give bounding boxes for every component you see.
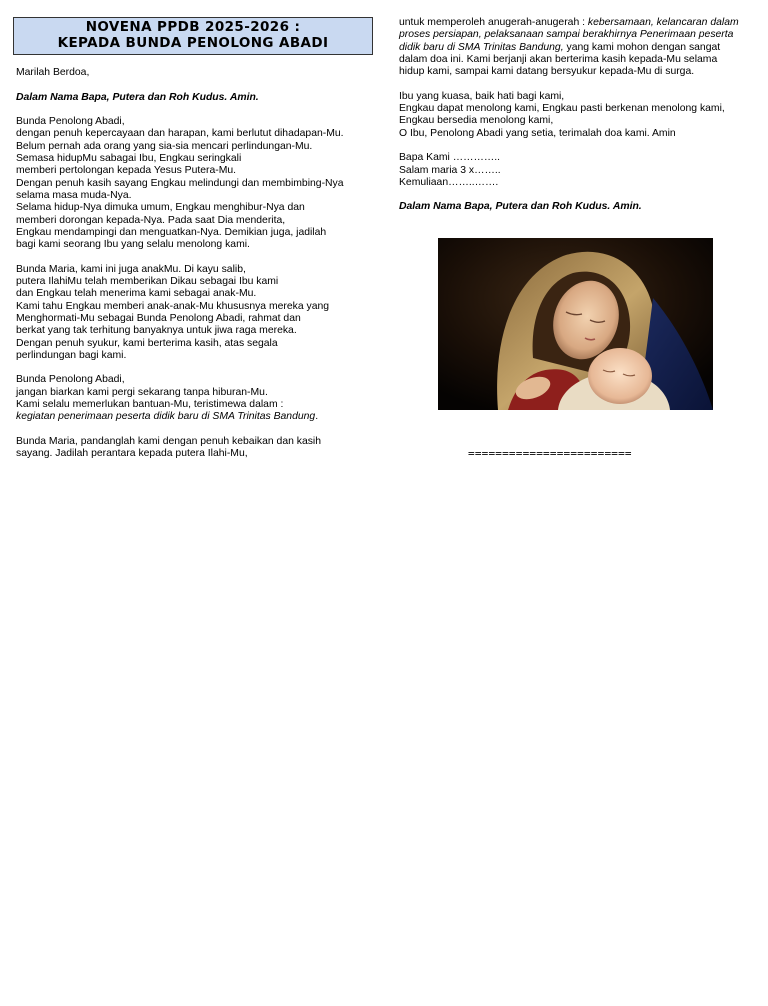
- cont-italic-3: didik baru di SMA Trinitas Bandung,: [399, 41, 564, 53]
- sign-of-cross-closing: Dalam Nama Bapa, Putera dan Roh Kudus. Amin.: [399, 201, 642, 213]
- prayer-item: Kemuliaan……..…….: [399, 176, 499, 188]
- text-line: dalam doa ini. Kami berjanji akan berterima kasih kepada-Mu selama: [399, 53, 718, 65]
- intention-text: kegiatan penerimaan peserta didik baru di SMA Trinitas Bandung: [16, 411, 316, 423]
- text-line: Dengan penuh kasih sayang Engkau melindungi dan membimbing-Nya: [16, 177, 344, 189]
- text-line: [399, 17, 754, 29]
- period: .: [315, 411, 319, 423]
- text-line: Bunda Maria, kami ini juga anakMu. Di kayu salib,: [16, 263, 246, 275]
- prayer-item: Bapa Kami …………..: [399, 152, 501, 164]
- text-line: Engkau mendampingi dan menguatkan-Nya. Demikian juga, jadilah: [16, 226, 327, 238]
- text-line: putera IlahiMu telah memberikan Dikau sebagai Ibu kami: [16, 276, 279, 288]
- continuation-paragraph: [399, 17, 754, 78]
- text-line: hidup kami, sampai kami datang bersyukur kepada-Mu di surga.: [399, 66, 695, 78]
- paragraph-2: [16, 264, 376, 362]
- text-line: memberi dorongan kepada-Nya. Pada saat Dia menderita,: [16, 214, 286, 226]
- cont-plain-1: untuk memperoleh anugerah-anugerah :: [399, 17, 588, 28]
- text-line: Bunda Penolong Abadi,: [16, 116, 125, 128]
- cont-plain-3: yang kami mohon dengan sangat: [563, 41, 721, 53]
- text-line: memberi pertolongan kepada Yesus Putera-Mu.: [16, 165, 237, 177]
- text-line: dan Engkau telah menerima kami sebagai anak-Mu.: [16, 288, 257, 300]
- text-line: Menghormati-Mu sebagai Bunda Penolong Abadi, rahmat dan: [16, 312, 301, 324]
- sign-of-cross-opening: Dalam Nama Bapa, Putera dan Roh Kudus. Amin.: [16, 91, 259, 103]
- cont-italic-1: kebersamaan, kelancaran dalam: [587, 17, 739, 28]
- right-column: [399, 17, 754, 214]
- title-line-2: KEPADA BUNDA PENOLONG ABADI: [57, 35, 329, 51]
- text-line: Semasa hidupMu sabagai Ibu, Engkau seringkali: [16, 153, 242, 165]
- paragraph-3: [16, 374, 376, 423]
- text-line: Kami tahu Engkau memberi anak-anak-Mu khususnya mereka yang: [16, 300, 330, 312]
- text-line: [399, 42, 754, 54]
- paragraph-1: [16, 116, 376, 251]
- text-line: Bunda Penolong Abadi,: [16, 374, 125, 386]
- text-line: proses persiapan, pelaksanaan sampai berakhirnya Penerimaan peserta: [399, 29, 734, 41]
- text-line: Ibu yang kuasa, baik hati bagi kami,: [399, 90, 565, 102]
- title-line-1: NOVENA PPDB 2025-2026 :: [85, 19, 301, 35]
- text-line: Engkau dapat menolong kami, Engkau pasti berkenan menolong kami,: [399, 103, 725, 115]
- text-line: O Ibu, Penolong Abadi yang setia, terimalah doa kami. Amin: [399, 127, 676, 139]
- text-line: [16, 411, 376, 423]
- text-line: Dengan penuh syukur, kami berterima kasih, atas segala: [16, 337, 278, 349]
- text-line: jangan biarkan kami pergi sekarang tanpa hiburan-Mu.: [16, 386, 268, 398]
- text-line: Selama hidup-Nya dimuka umum, Engkau menghibur-Nya dan: [16, 202, 305, 214]
- paragraph-4: [16, 436, 376, 461]
- text-line: dengan penuh kepercayaan dan harapan, kami berlutut dihadapan-Mu.: [16, 128, 344, 140]
- text-line: Kami selalu memerlukan bantuan-Mu, teristimewa dalam :: [16, 399, 284, 411]
- page-title: [13, 17, 373, 55]
- text-line: perlindungan bagi kami.: [16, 349, 127, 361]
- text-line: bagi kami seorang Ibu yang selalu menolong kami.: [16, 239, 250, 251]
- text-line: Belum pernah ada orang yang sia-sia mencari perlindungan-Mu.: [16, 140, 313, 152]
- text-line: Bunda Maria, pandanglah kami dengan penuh kebaikan dan kasih: [16, 435, 322, 447]
- left-column: [16, 67, 376, 461]
- prayer-item: Salam maria 3 x……..: [399, 164, 501, 176]
- paragraph-mother: [399, 91, 754, 140]
- madonna-and-child-painting-icon: [438, 238, 713, 410]
- divider-line: ========================: [468, 447, 632, 460]
- text-line: selama masa muda-Nya.: [16, 189, 132, 201]
- opening-line: Marilah Berdoa,: [16, 67, 90, 78]
- text-line: Engkau bersedia menolong kami,: [399, 115, 554, 127]
- text-line: sayang. Jadilah perantara kepada putera Ilahi-Mu,: [16, 448, 248, 460]
- text-line: berkat yang tak terhitung banyaknya untuk jiwa raga mereka.: [16, 325, 297, 337]
- prayer-list: [399, 152, 754, 189]
